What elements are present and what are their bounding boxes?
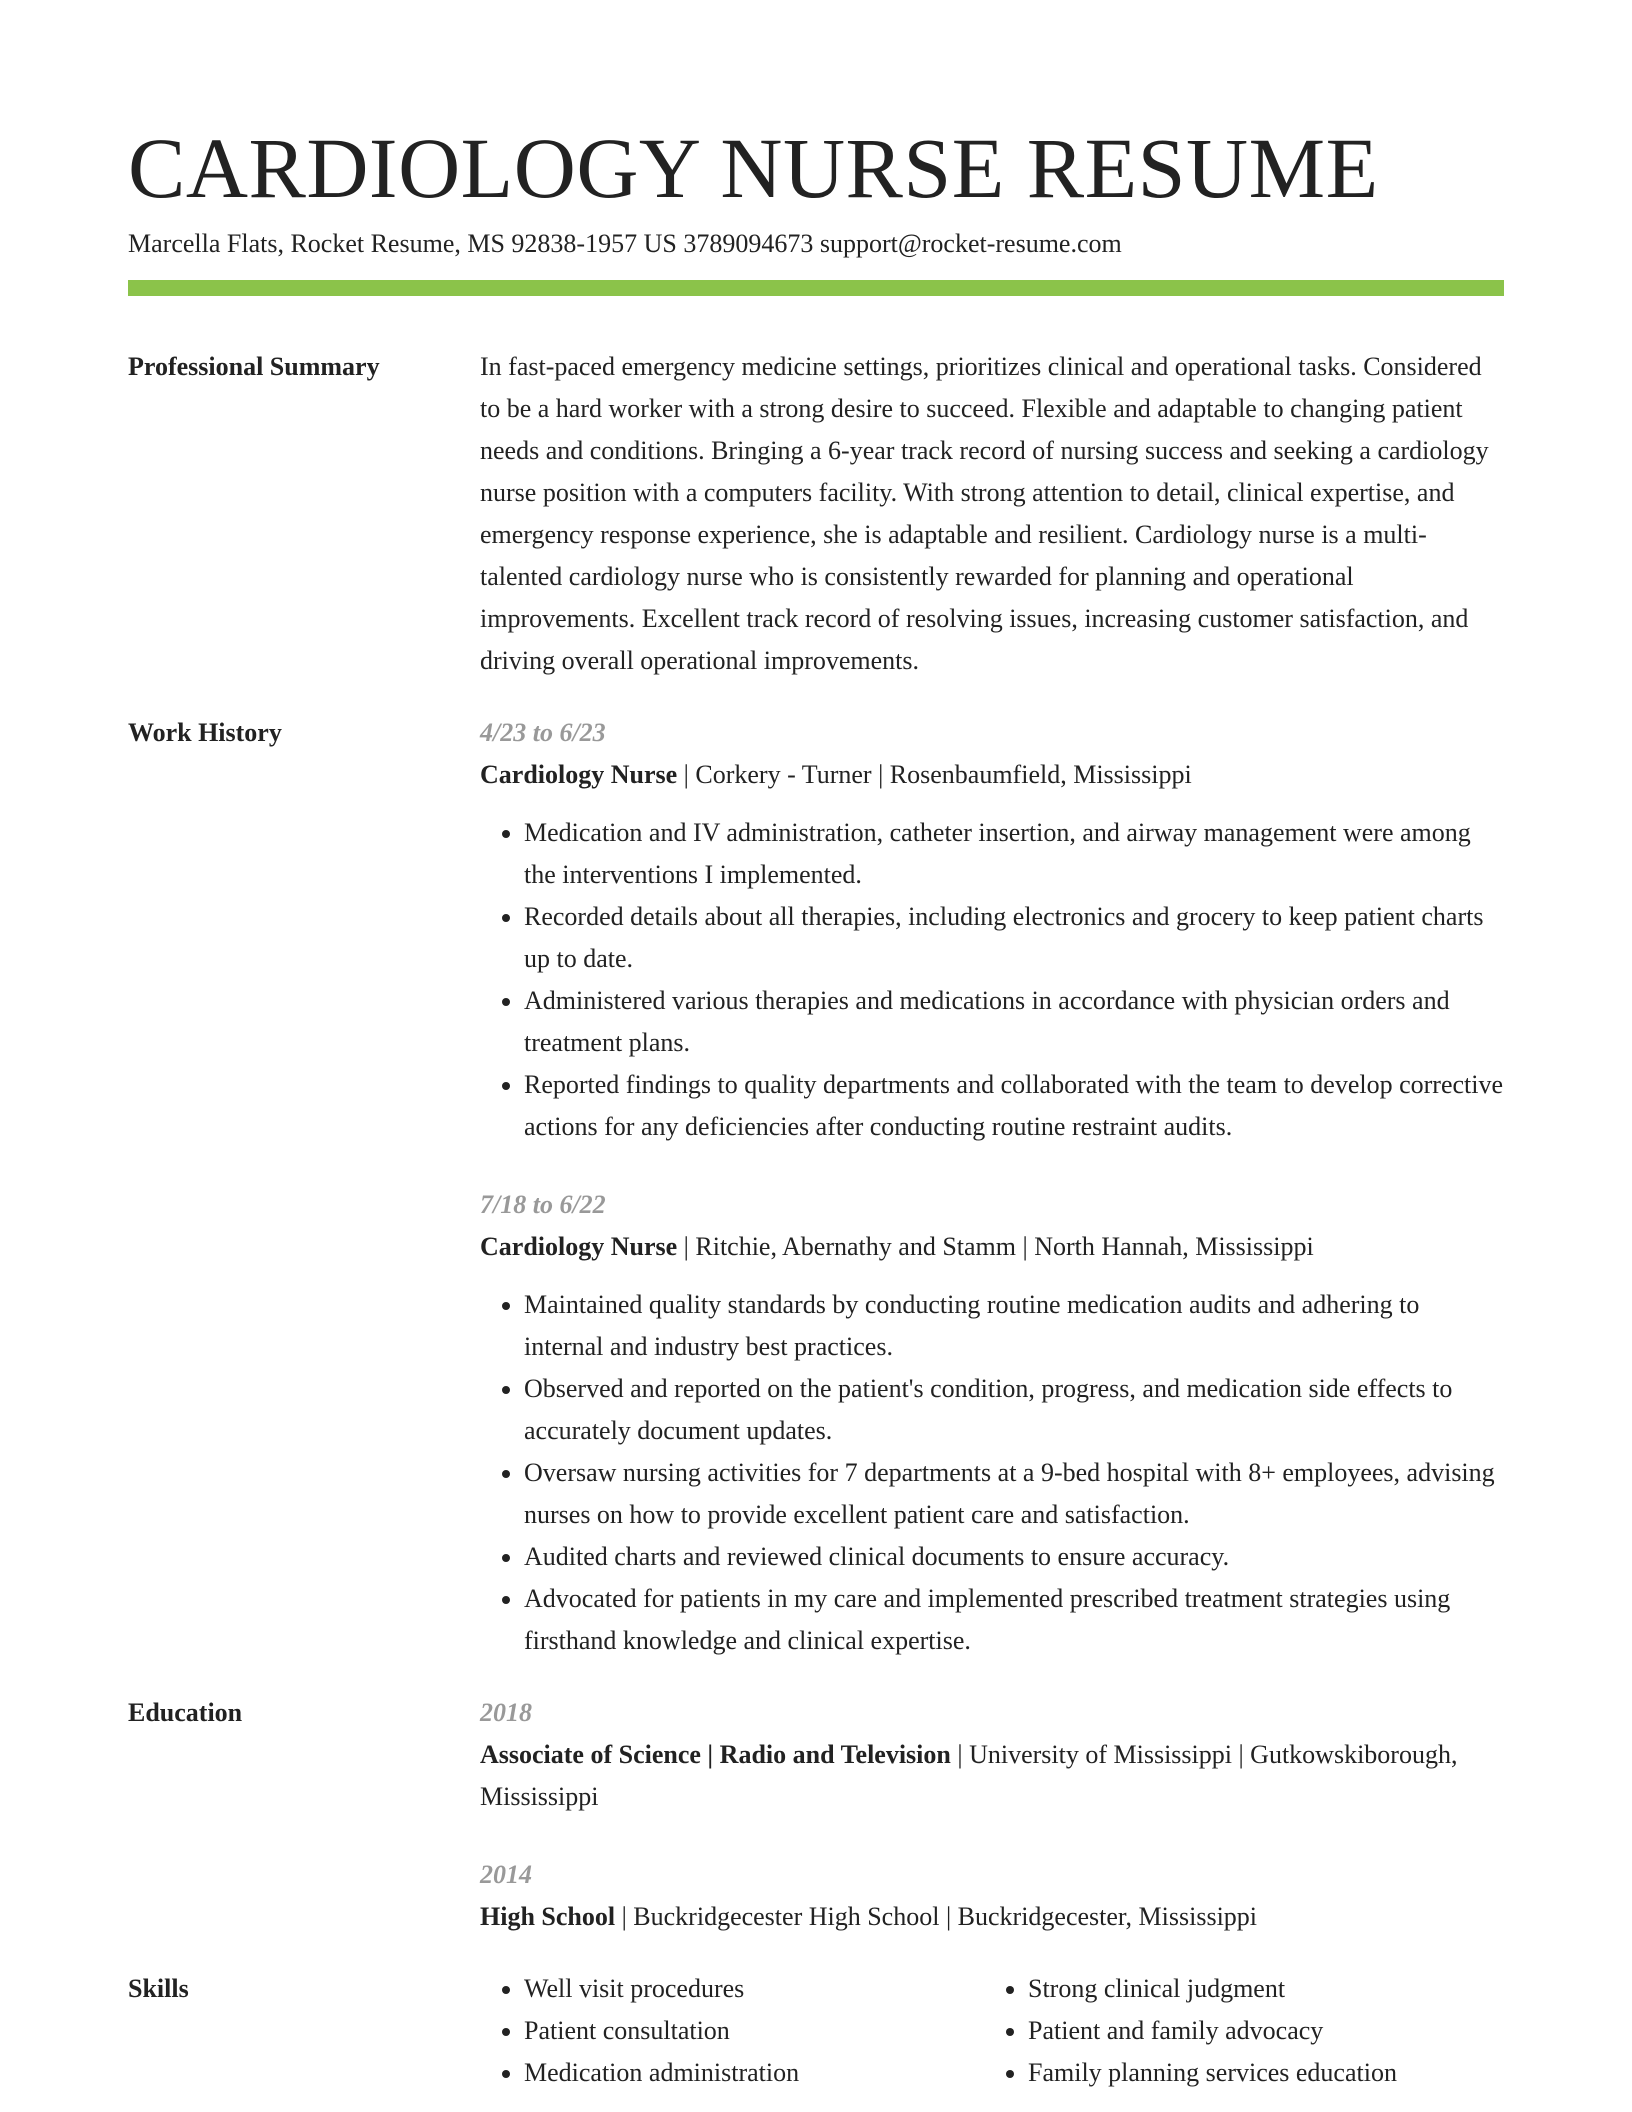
skills-section	[128, 1968, 1504, 2094]
skills-column-right	[984, 1968, 1468, 2094]
job-dates: 4/23 to 6/23	[480, 718, 606, 747]
work-history-section	[128, 712, 1504, 1662]
resume-title: CARDIOLOGY NURSE RESUME	[128, 120, 1379, 216]
summary-section	[128, 346, 1504, 682]
skills-column-left	[480, 1968, 984, 2094]
skill-item: • Strong clinical judgment	[1028, 1968, 1468, 2010]
work-history-body	[480, 712, 1504, 1662]
education-entry	[480, 1854, 1504, 1938]
skill-item: • Medication administration	[524, 2052, 984, 2094]
job-entry	[480, 712, 1504, 1148]
resume-page	[128, 118, 1504, 2094]
contact-line: Marcella Flats, Rocket Resume, MS 92838-1957 US 3789094673 support@rocket-resume.com	[128, 229, 1122, 258]
list-item: • Administered various therapies and medications in accordance with physician orders and treatment plans.	[524, 980, 1504, 1064]
summary-text: In fast-paced emergency medicine settings, prioritizes clinical and operational tasks. Considered to be a hard worker with a strong desire to succeed. Flexible and adaptable to changing patient needs and conditions. Bringing a 6-year track record of nursing success and seeking a cardiology nurse position with a computers facility. With strong attention to detail, clinical expertise, and emergency response experience, she is adaptable and resilient. Cardiology nurse is a multi-talented cardiology nurse who is consistently rewarded for planning and operational improvements. Excellent track record of resolving issues, increasing customer satisfaction, and driving overall operational improvements.	[480, 352, 1489, 675]
education-details: | Buckridgecester High School | Buckridgecester, Mississippi	[615, 1902, 1258, 1931]
education-year: 2018	[480, 1698, 532, 1727]
list-item: • Observed and reported on the patient's condition, progress, and medication side effects to accurately document updates.	[524, 1368, 1504, 1452]
list-item: • Maintained quality standards by conducting routine medication audits and adhering to internal and industry best practices.	[524, 1284, 1504, 1368]
education-degree: High School	[480, 1902, 616, 1931]
work-history-label: Work History	[128, 718, 282, 747]
education-body	[480, 1692, 1504, 1938]
job-title: Cardiology Nurse	[480, 760, 678, 789]
list-item: • Reported findings to quality departments and collaborated with the team to develop corrective actions for any deficiencies after conducting routine restraint audits.	[524, 1064, 1504, 1148]
list-item: • Medication and IV administration, catheter insertion, and airway management were among the interventions I implemented.	[524, 812, 1504, 896]
list-item: • Audited charts and reviewed clinical documents to ensure accuracy.	[524, 1536, 1504, 1578]
education-entry	[480, 1692, 1504, 1818]
job-bullets	[480, 1284, 1504, 1662]
job-title-line	[480, 754, 1504, 796]
list-item: • Recorded details about all therapies, including electronics and grocery to keep patient charts up to date.	[524, 896, 1504, 980]
summary-label: Professional Summary	[128, 352, 380, 381]
job-dates: 7/18 to 6/22	[480, 1190, 606, 1219]
education-details: | University of Mississippi | Gutkowskiborough, Mississippi	[480, 1740, 1458, 1811]
job-details: | Ritchie, Abernathy and Stamm | North Hannah, Mississippi	[677, 1232, 1314, 1261]
skills-body	[480, 1968, 1504, 2094]
list-item: • Advocated for patients in my care and implemented prescribed treatment strategies using firsthand knowledge and clinical expertise.	[524, 1578, 1504, 1662]
education-degree: Associate of Science | Radio and Television	[480, 1740, 951, 1769]
list-item: • Oversaw nursing activities for 7 departments at a 9-bed hospital with 8+ employees, advising nurses on how to provide excellent patient care and satisfaction.	[524, 1452, 1504, 1536]
education-line	[480, 1896, 1504, 1938]
skill-item: • Well visit procedures	[524, 1968, 984, 2010]
education-line	[480, 1734, 1504, 1818]
job-entry	[480, 1184, 1504, 1662]
skills-label: Skills	[128, 1974, 189, 2003]
education-year: 2014	[480, 1860, 532, 1889]
job-details: | Corkery - Turner | Rosenbaumfield, Mississippi	[677, 760, 1192, 789]
education-section	[128, 1692, 1504, 1938]
skill-item: • Patient and family advocacy	[1028, 2010, 1468, 2052]
skill-item: • Family planning services education	[1028, 2052, 1468, 2094]
job-title-line	[480, 1226, 1504, 1268]
header-divider	[128, 280, 1504, 296]
job-title: Cardiology Nurse	[480, 1232, 678, 1261]
job-bullets	[480, 812, 1504, 1148]
education-label: Education	[128, 1698, 243, 1727]
skill-item: • Patient consultation	[524, 2010, 984, 2052]
